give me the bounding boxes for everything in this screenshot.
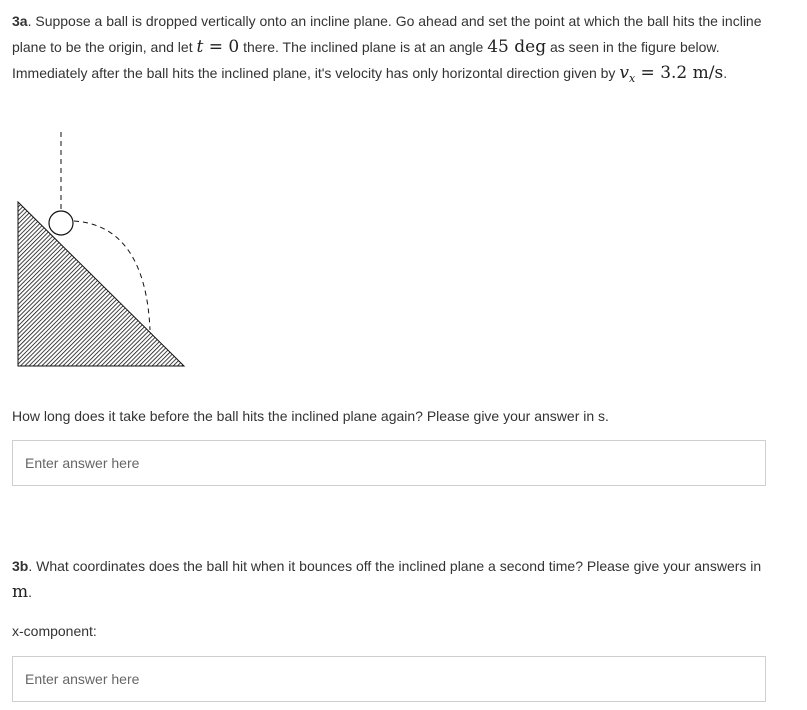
math-vx: v <box>619 63 629 83</box>
question-3a-label: 3a <box>12 13 28 29</box>
incline-plane <box>18 202 184 366</box>
math-angle: 45 deg <box>487 37 547 57</box>
question-3a-text-part3: as seen in the figure below. Immediately after the ball hits the inclined plane, it's velocity has only horizontal direction given by <box>12 39 720 81</box>
question-3b-text-part2: . <box>28 584 33 600</box>
answer-3b-x-box[interactable] <box>12 656 766 702</box>
answer-3b-x-input[interactable] <box>13 657 765 701</box>
answer-3a-input[interactable] <box>13 441 765 485</box>
math-vx-value: = 3.2 m/s <box>635 63 724 83</box>
ball <box>49 211 73 235</box>
incline-figure <box>12 132 192 372</box>
question-3b-label: 3b <box>12 558 29 574</box>
question-3a-text-part2: there. The inclined plane is at an angle <box>239 39 488 55</box>
question-3b-text <box>12 553 782 605</box>
question-3a-prompt: How long does it take before the ball hits the inclined plane again? Please give your answer in s. <box>12 408 609 424</box>
math-unit-m: m <box>12 582 29 602</box>
question-3a-text-part1: . Suppose a ball is dropped vertically onto an incline plane. Go ahead and set the point at which the ball hits the incline plane to be the origin, and let <box>12 13 762 55</box>
answer-3a-box[interactable] <box>12 440 766 486</box>
math-vx-subscript: x <box>628 71 636 85</box>
x-component-label: x-component: <box>12 623 97 639</box>
question-3b-text-part1: . What coordinates does the ball hit when it bounces off the inclined plane a second time? Please give your answers in <box>28 558 762 574</box>
math-equals-zero: = 0 <box>203 37 240 57</box>
question-3a-text-part4: . <box>723 65 728 81</box>
question-3a-text <box>12 8 782 92</box>
math-t: t <box>196 37 204 57</box>
